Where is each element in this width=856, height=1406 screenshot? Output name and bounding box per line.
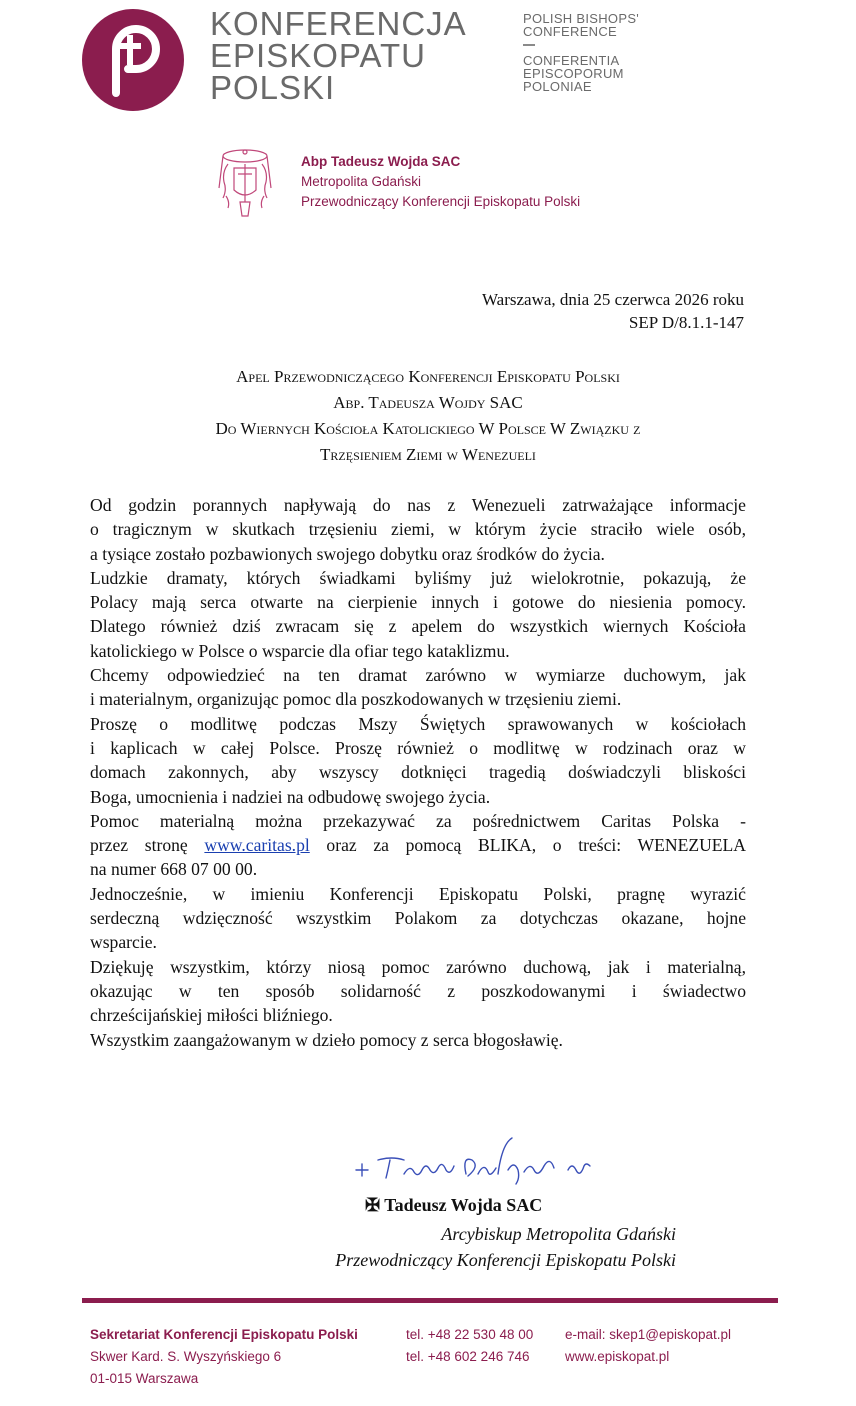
body-line: Jednocześnie, w imieniu Konferencji Episkopatu Polski, pragnę wyrazić	[90, 883, 746, 904]
body-text: oraz za pomocą BLIKA, o treści: WENEZUELA	[326, 835, 746, 856]
title-line: Apel Przewodniczącego Konferencji Episkopatu Polski	[236, 367, 620, 386]
latin-name-line: EPISCOPORUM	[523, 66, 624, 81]
letter-body	[90, 493, 746, 1052]
signatory-role: Arcybiskup Metropolita Gdański	[441, 1224, 676, 1244]
body-line: wsparcie.	[90, 932, 157, 953]
footer-phones	[406, 1324, 554, 1368]
body-line: a tysiące zostało pozbawionych swojego dobytku oraz środków do życia.	[90, 543, 605, 564]
caritas-link[interactable]: www.caritas.pl	[204, 835, 310, 856]
title-line: Do Wiernych Kościoła Katolickiego W Polsce W Związku z	[215, 419, 641, 438]
footer-city: 01-015 Warszawa	[90, 1371, 199, 1386]
date-line: Warszawa, dnia 25 czerwca 2026 roku	[481, 290, 744, 309]
footer-website[interactable]: www.episkopat.pl	[565, 1349, 670, 1364]
archbishop-name: Abp Tadeusz Wojda SAC	[301, 154, 461, 169]
signatory-name: ✠ Tadeusz Wojda SAC	[365, 1195, 543, 1215]
body-text: przez stronę	[90, 835, 188, 856]
reference-number: SEP D/8.1.1-147	[628, 313, 744, 332]
body-line: Ludzkie dramaty, których świadkami byliśmy już wielokrotnie, pokazują, że	[90, 567, 746, 588]
document-title	[90, 364, 766, 468]
body-line: katolickiego w Polsce o wsparcie dla ofiar tego kataklizmu.	[90, 640, 510, 661]
date-block	[482, 288, 744, 334]
body-line: Pomoc materialną można przekazywać za pośrednictwem Caritas Polska -	[90, 810, 746, 831]
archbishop-title: Przewodniczący Konferencji Episkopatu Polski	[301, 194, 581, 209]
handwritten-signature	[348, 1130, 618, 1190]
body-line: Dziękuję wszystkim, którzy niosą pomoc zarówno duchową, jak i materialną,	[90, 956, 746, 977]
body-line: okazując w ten sposób solidarność z poszkodowanymi i świadectwo	[90, 980, 746, 1001]
body-line: na numer 668 07 00 00.	[90, 859, 258, 880]
body-line: Proszę o modlitwę podczas Mszy Świętych sprawowanych w kościołach	[90, 713, 746, 734]
archbishop-block	[301, 152, 580, 212]
org-name-line: EPISKOPATU	[210, 37, 426, 74]
body-line: i materialnym, organizując pomoc dla poszkodowanych w trzęsieniu ziemi.	[90, 689, 622, 710]
footer-contact	[565, 1324, 731, 1368]
title-line: Abp. Tadeusza Wojdy SAC	[333, 393, 523, 412]
body-line: Polacy mają serca otwarte na cierpienie innych i gotowe do niesienia pomocy.	[90, 592, 746, 613]
organization-name	[210, 5, 467, 106]
body-line: serdeczną wdzięczność wszystkim Polakom za dotychczas okazane, hojne	[90, 908, 746, 929]
body-line: i kaplicach w całej Polsce. Proszę również o modlitwę w rodzinach oraz w	[90, 737, 746, 758]
archbishop-title: Metropolita Gdański	[301, 174, 422, 189]
footer-email[interactable]: e-mail: skep1@episkopat.pl	[565, 1327, 732, 1342]
footer-address	[90, 1324, 358, 1390]
footer-org-name: Sekretariat Konferencji Episkopatu Polski	[90, 1327, 358, 1342]
org-name-line: KONFERENCJA	[210, 5, 467, 42]
footer-phone: tel. +48 22 530 48 00	[406, 1327, 534, 1342]
title-line: Trzęsieniem Ziemi w Wenezueli	[320, 445, 536, 464]
divider	[523, 44, 535, 46]
body-line: Dlatego również dziś zwracam się z apelem do wszystkich wiernych Kościoła	[90, 616, 746, 637]
latin-name-line: POLONIAE	[523, 79, 592, 94]
organization-name-translations	[523, 12, 639, 93]
org-name-line: POLSKI	[210, 69, 336, 106]
body-line: o tragicznym w skutkach trzęsieniu ziemi, w którym życie straciło wiele osób,	[90, 519, 746, 540]
body-line: chrześcijańskiej miłości bliźniego.	[90, 1005, 333, 1026]
body-line: Wszystkim zaangażowanym w dzieło pomocy z serca błogosławię.	[90, 1029, 563, 1050]
english-name-line: POLISH BISHOPS'	[523, 11, 640, 26]
body-line	[90, 833, 746, 857]
footer-phone: tel. +48 602 246 746	[406, 1349, 530, 1364]
footer-street: Skwer Kard. S. Wyszyńskiego 6	[90, 1349, 282, 1364]
coat-of-arms-icon	[216, 144, 274, 220]
signatory-roles	[335, 1221, 676, 1273]
body-line: domach zakonnych, aby wszyscy dotknięci tragedią doświadczyli bliskości	[90, 762, 746, 783]
body-line: Chcemy odpowiedzieć na ten dramat zarówno w wymiarze duchowym, jak	[90, 665, 746, 686]
body-line: Od godzin porannych napływają do nas z Wenezueli zatrważające informacje	[90, 495, 746, 515]
latin-name-line: CONFERENTIA	[523, 53, 620, 68]
signatory-role: Przewodniczący Konferencji Episkopatu Polski	[335, 1250, 676, 1270]
kep-logo-icon	[82, 9, 184, 111]
body-line: Boga, umocnienia i nadziei na odbudowę swojego życia.	[90, 786, 491, 807]
footer-divider	[82, 1298, 778, 1303]
english-name-line: CONFERENCE	[523, 24, 618, 39]
